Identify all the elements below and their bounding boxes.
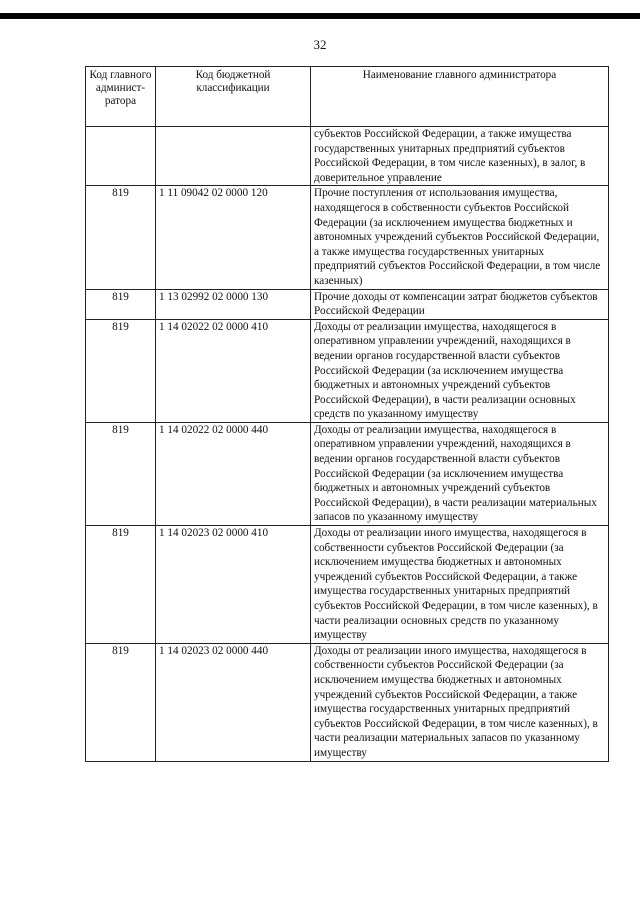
cell-admin-empty xyxy=(86,127,156,186)
cell-admin-code: 819 xyxy=(86,289,156,319)
cell-name-continuation: субъектов Российской Федерации, а также имущества государственных унитарных предприятий субъектов Российской Федерации, в том числе казенных), в залог, в доверительное управление xyxy=(311,127,609,186)
cell-admin-code: 819 xyxy=(86,422,156,525)
cell-administrator-name: Доходы от реализации иного имущества, находящегося в собственности субъектов Российской Федерации (за исключением имущества бюджетных и автономных учреждений субъектов Российской Федерации, а также имущества государственных унитарных предприятий субъектов Российской Федерации, в том числе казенных), в части реализации материальных запасов по указанному имуществу xyxy=(311,643,609,761)
header-administrator-name: Наименование главного администратора xyxy=(311,67,609,127)
cell-budget-code: 1 14 02022 02 0000 440 xyxy=(156,422,311,525)
cell-admin-code: 819 xyxy=(86,526,156,644)
cell-admin-code: 819 xyxy=(86,319,156,422)
header-admin-code: Код главного админист-ратора xyxy=(86,67,156,127)
cell-admin-code: 819 xyxy=(86,186,156,289)
cell-budget-code: 1 14 02023 02 0000 440 xyxy=(156,643,311,761)
cell-administrator-name: Доходы от реализации иного имущества, находящегося в собственности субъектов Российской Федерации (за исключением имущества бюджетных и автономных учреждений субъектов Российской Федерации, а также имущества государственных унитарных предприятий субъектов Российской Федерации, в том числе казенных), в части реализации основных средств по указанному имуществу xyxy=(311,526,609,644)
table-row xyxy=(86,319,609,422)
table-row xyxy=(86,643,609,761)
page-number: 32 xyxy=(313,37,327,52)
top-border-rule xyxy=(0,13,640,19)
cell-administrator-name: Прочие поступления от использования имущества, находящегося в собственности субъектов Российской Федерации (за исключением имущества бюджетных и автономных учреждений субъектов Российской Федерации, а также имущества государственных унитарных предприятий субъектов Российской Федерации, в том числе казенных) xyxy=(311,186,609,289)
cell-administrator-name: Доходы от реализации имущества, находящегося в оперативном управлении учреждений, находящихся в ведении органов государственной власти субъектов Российской Федерации (за исключением имущества бюджетных и автономных учреждений субъектов Российской Федерации), в части реализации основных средств по указанному имуществу xyxy=(311,319,609,422)
cell-admin-code: 819 xyxy=(86,643,156,761)
table-row xyxy=(86,422,609,525)
cell-administrator-name: Прочие доходы от компенсации затрат бюджетов субъектов Российской Федерации xyxy=(311,289,609,319)
table-row-continuation xyxy=(86,127,609,186)
cell-budget-code: 1 14 02022 02 0000 410 xyxy=(156,319,311,422)
cell-budget-code: 1 11 09042 02 0000 120 xyxy=(156,186,311,289)
header-budget-code: Код бюджетной классификации xyxy=(156,67,311,127)
table-row xyxy=(86,186,609,289)
table-row xyxy=(86,289,609,319)
cell-budget-code: 1 14 02023 02 0000 410 xyxy=(156,526,311,644)
cell-budget-code: 1 13 02992 02 0000 130 xyxy=(156,289,311,319)
budget-classification-table xyxy=(85,66,609,762)
table-header-row xyxy=(86,67,609,127)
cell-code-empty xyxy=(156,127,311,186)
table-row xyxy=(86,526,609,644)
cell-administrator-name: Доходы от реализации имущества, находящегося в оперативном управлении учреждений, находящихся в ведении органов государственной власти субъектов Российской Федерации (за исключением имущества бюджетных и автономных учреждений субъектов Российской Федерации), в части реализации материальных запасов по указанному имуществу xyxy=(311,422,609,525)
